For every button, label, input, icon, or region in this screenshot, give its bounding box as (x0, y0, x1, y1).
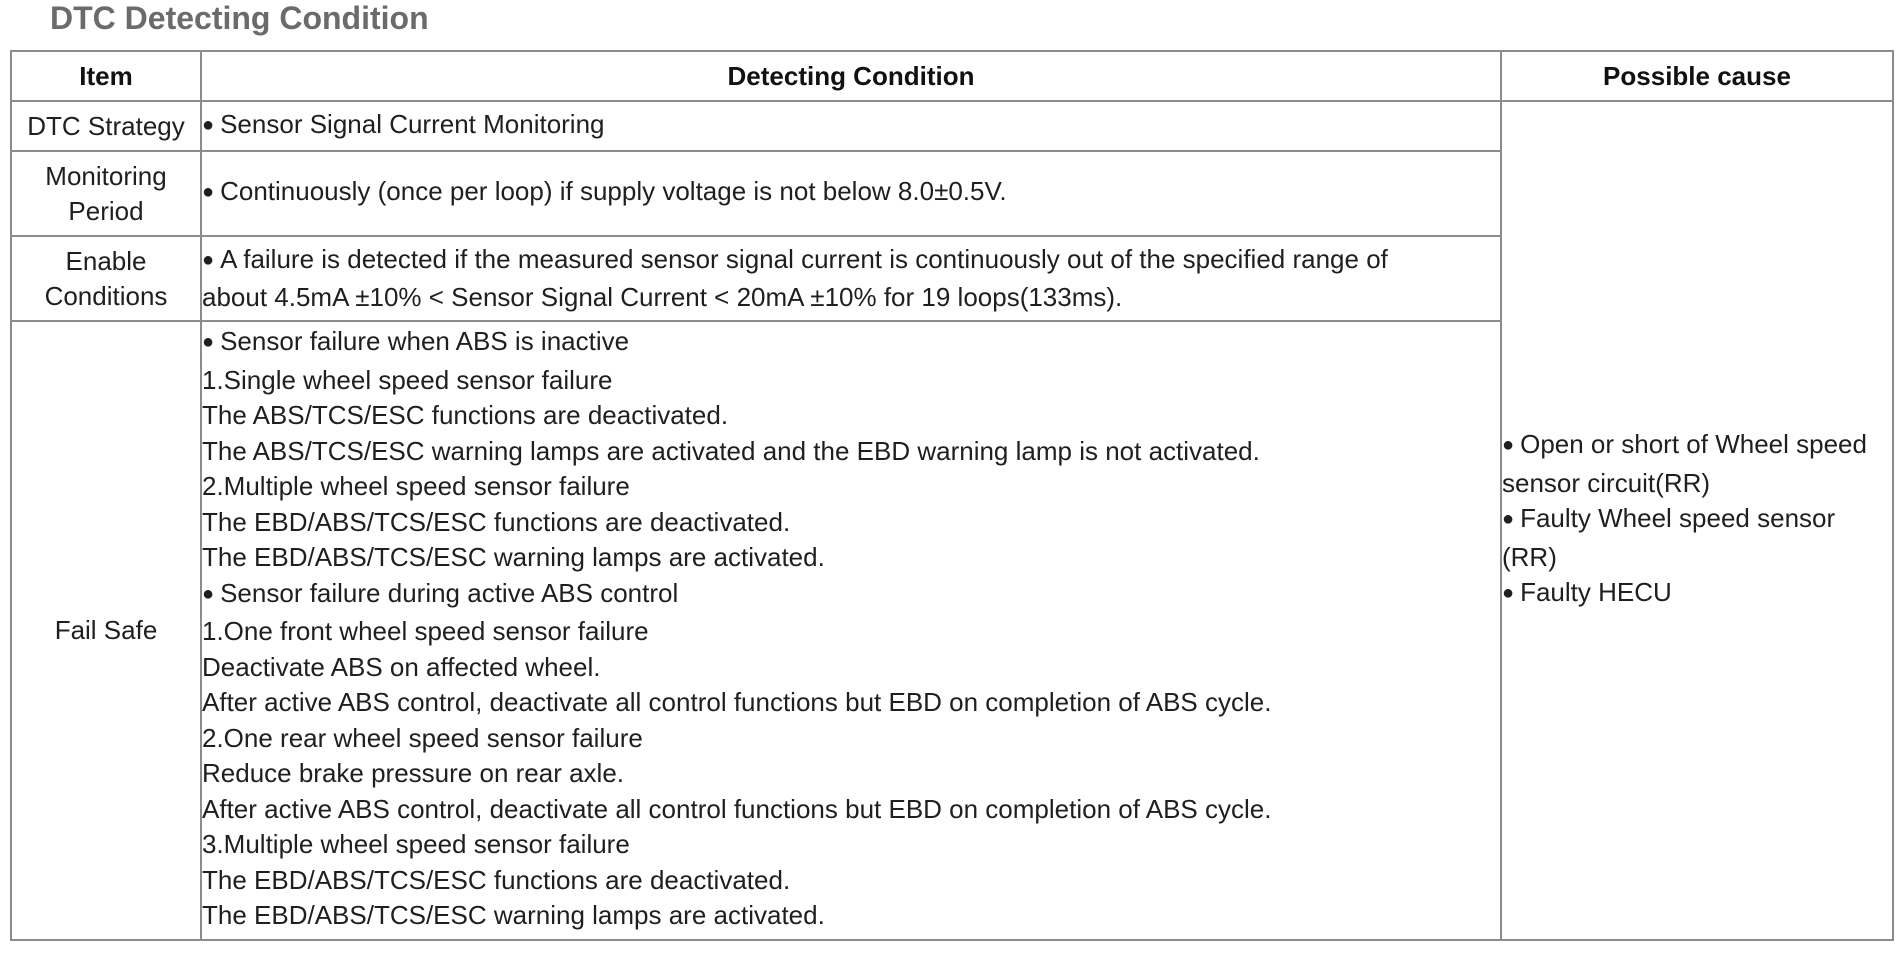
condition-line: 1.One front wheel speed sensor failure (202, 616, 649, 646)
bullet-icon: ● (202, 331, 215, 353)
cause-item: ● Faulty Wheel speed sensor (RR) (1502, 503, 1836, 572)
condition-line: 3.Multiple wheel speed sensor failure (202, 829, 630, 859)
dtc-table (10, 50, 1894, 941)
condition-line: The EBD/ABS/TCS/ESC functions are deactivated. (202, 864, 791, 895)
item-cell: Monitoring Period (11, 151, 201, 236)
table-row-dtc-strategy (11, 101, 1893, 151)
bullet-icon: ● (202, 113, 215, 136)
condition-line: The ABS/TCS/ESC warning lamps are activated and the EBD warning lamp is not activated. (202, 435, 1260, 466)
header-item: Item (11, 51, 201, 101)
bullet-icon: ● (1502, 508, 1515, 531)
bullet-icon: ● (202, 248, 215, 271)
bullet-icon: ● (202, 181, 215, 204)
condition-line: ● Sensor Signal Current Monitoring (202, 108, 605, 139)
condition-line: 1.Single wheel speed sensor failure (202, 364, 613, 395)
condition-line: The EBD/ABS/TCS/ESC warning lamps are activated. (202, 542, 825, 572)
condition-line: The EBD/ABS/TCS/ESC functions are deactivated. (202, 506, 791, 537)
condition-line: ● A failure is detected if the measured sensor signal current is continuously out of the specified range of (202, 243, 1388, 274)
condition-cell (201, 236, 1501, 321)
condition-line: about 4.5mA ±10% < Sensor Signal Current < 20mA ±10% for 19 loops(133ms). (202, 282, 1123, 312)
item-cell: Fail Safe (11, 321, 201, 940)
condition-line: ● Sensor failure during active ABS control (202, 577, 679, 608)
condition-cell (201, 101, 1501, 151)
item-cell: Enable Conditions (11, 236, 201, 321)
possible-cause-cell (1501, 101, 1893, 940)
condition-line: Reduce brake pressure on rear axle. (202, 758, 625, 788)
bullet-icon: ● (202, 582, 215, 605)
header-possible-cause: Possible cause (1501, 51, 1893, 101)
header-detecting-condition: Detecting Condition (201, 51, 1501, 101)
condition-line: Deactivate ABS on affected wheel. (202, 651, 601, 682)
page-title: DTC Detecting Condition (50, 0, 429, 36)
table-header-row (11, 51, 1893, 101)
item-cell: DTC Strategy (11, 101, 201, 151)
condition-line: 2.One rear wheel speed sensor failure (202, 722, 643, 753)
condition-cell (201, 321, 1501, 940)
condition-line: After active ABS control, deactivate all control functions but EBD on completion of ABS cycle. (202, 793, 1272, 824)
bullet-icon: ● (1502, 582, 1515, 605)
condition-line: After active ABS control, deactivate all control functions but EBD on completion of ABS cycle. (202, 687, 1272, 717)
condition-line: ● Sensor failure when ABS is inactive (202, 326, 630, 356)
cause-item: ● Open or short of Wheel speed sensor circuit(RR) (1502, 429, 1867, 498)
bullet-icon: ● (1502, 434, 1515, 457)
cause-item: ● Faulty HECU (1502, 577, 1672, 608)
condition-line: The ABS/TCS/ESC functions are deactivated. (202, 400, 729, 430)
condition-line: The EBD/ABS/TCS/ESC warning lamps are activated. (202, 900, 825, 930)
condition-line: ● Continuously (once per loop) if supply voltage is not below 8.0±0.5V. (202, 176, 1007, 207)
condition-line: 2.Multiple wheel speed sensor failure (202, 471, 630, 501)
condition-cell (201, 151, 1501, 236)
